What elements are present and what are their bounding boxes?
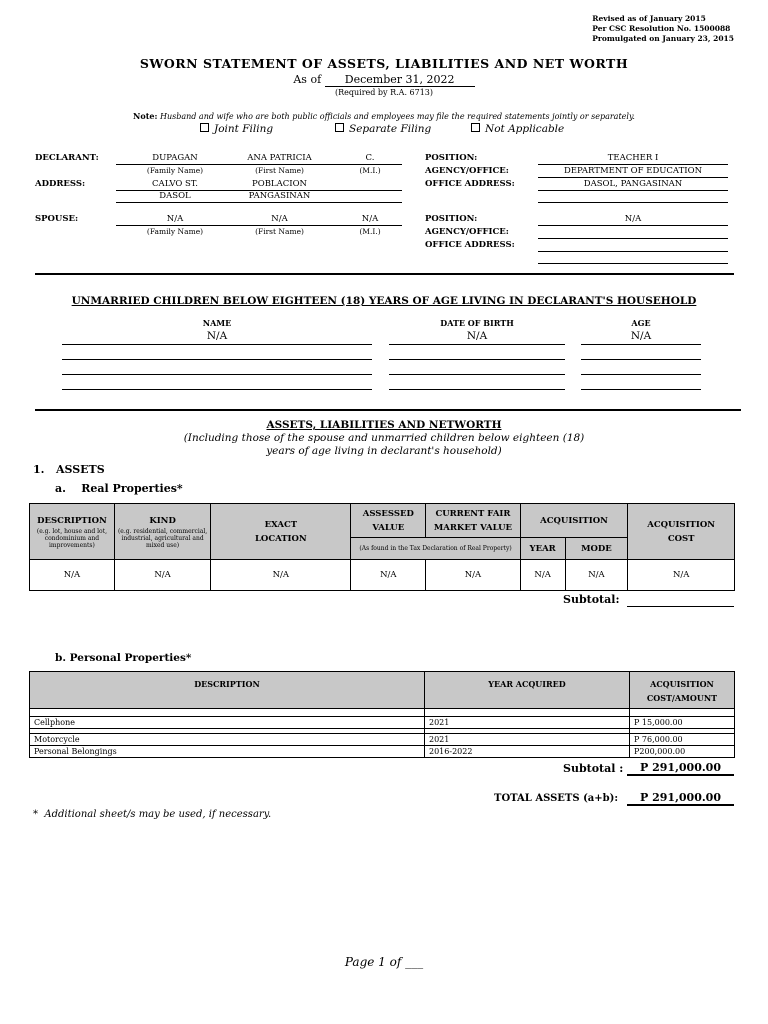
agency-label: AGENCY/OFFICE: [425,166,509,176]
rule [62,359,372,360]
address-town[interactable]: DASOL [159,191,191,201]
header-acquisition: ACQUISITION [520,504,628,538]
revision-line: Promulgated on January 23, 2015 [592,34,734,43]
real-properties-table [29,503,735,591]
real-subtotal-label: Subtotal: [563,593,620,606]
rule [581,374,701,375]
total-assets-label: TOTAL ASSETS (a+b): [494,793,619,804]
header-year: YEAR [520,538,565,560]
real-properties-label: a. Real Properties* [55,482,183,495]
address-barangay[interactable]: POBLACION [252,179,307,189]
note [0,111,768,121]
declarant-label: DECLARANT: [35,153,99,163]
declarant-family-name[interactable]: DUPAGAN [152,153,198,163]
required-by: (Required by R.A. 6713) [334,88,434,97]
spouse-agency-label: AGENCY/OFFICE: [425,227,509,237]
personal-properties-label: b. Personal Properties* [55,652,192,664]
rule [62,374,372,375]
header-description: DESCRIPTION (e.g. lot, house and lot, condominium and improvements) [30,504,115,560]
rule [538,190,728,191]
mi-caption: (M.I.) [359,166,381,175]
table-cell[interactable]: 2016-2022 [425,746,630,758]
not-applicable-label: Not Applicable [485,123,565,135]
rule [389,344,565,345]
family-name-caption: (Family Name) [146,227,204,236]
checkbox-icon[interactable] [200,123,209,132]
table-row [30,746,735,758]
personal-subtotal-label: Subtotal : [563,762,624,775]
footnote: * Additional sheet/s may be used, if necessary. [33,809,272,820]
table-cell[interactable]: P 76,000.00 [630,734,735,746]
rule [62,389,372,390]
table-row [30,734,735,746]
not-applicable-option[interactable] [471,123,564,135]
as-of-date[interactable]: December 31, 2022 [325,73,475,87]
rule [538,202,728,203]
col-dob: DATE OF BIRTH [440,318,514,328]
note-text: Husband and wife who are both public officials and employees may file the required statements jointly or separately. [159,112,635,121]
spouse-family-name[interactable]: N/A [166,214,184,224]
real-subtotal-value[interactable] [627,606,734,607]
col-age: AGE [631,318,651,328]
rule [538,164,728,165]
assets-subheading: (Including those of the spouse and unmarried children below eighteen (18) [183,432,585,444]
header-fair-value-note: (As found in the Tax Declaration of Real Property) [351,538,520,560]
table-cell[interactable]: 2021 [425,717,630,729]
assets-label: 1. ASSETS [33,463,105,476]
assets-heading: ASSETS, LIABILITIES AND NETWORTH [266,419,502,431]
rule [581,389,701,390]
table-cell[interactable]: Cellphone [30,717,425,729]
checkbox-icon[interactable] [471,123,480,132]
header-assessed-value: ASSESSED VALUE [351,504,426,538]
header-kind: KIND (e.g. residential, commercial, industrial, agricultural and mixed use) [114,504,210,560]
personal-subtotal-value[interactable]: P 291,000.00 [627,761,734,776]
joint-filing-option[interactable] [200,123,273,135]
col-name: NAME [202,318,232,328]
child-dob[interactable]: N/A [466,330,488,342]
rule [538,238,728,239]
table-cell[interactable]: Motorcycle [30,734,425,746]
table-cell[interactable]: N/A [628,560,735,591]
mi-caption: (M.I.) [359,227,381,236]
table-cell[interactable]: N/A [114,560,210,591]
header-year-acquired: YEAR ACQUIRED [425,672,630,709]
rule [538,251,728,252]
table-cell[interactable]: P 15,000.00 [630,717,735,729]
first-name-caption: (First Name) [255,227,304,236]
family-name-caption: (Family Name) [146,166,204,175]
section-divider [35,409,741,411]
children-heading: UNMARRIED CHILDREN BELOW EIGHTEEN (18) YEARS OF AGE LIVING IN DECLARANT'S HOUSEHOLD [71,295,697,307]
total-assets-value[interactable]: P 291,000.00 [627,791,734,806]
declarant-mi[interactable]: C. [365,153,375,163]
personal-properties-table [29,671,735,758]
as-of-line [0,73,768,87]
first-name-caption: (First Name) [255,166,304,175]
note-label: Note: [133,111,158,121]
rule [538,177,728,178]
rule [389,389,565,390]
rule [62,344,372,345]
table-cell[interactable]: N/A [30,560,115,591]
spouse-position-value[interactable]: N/A [624,214,642,224]
child-name[interactable]: N/A [206,330,228,342]
separate-filing-option[interactable] [335,123,431,135]
table-cell[interactable]: N/A [426,560,521,591]
rule [389,374,565,375]
spouse-mi[interactable]: N/A [361,214,379,224]
assets-subheading: years of age living in declarant's household) [266,445,502,457]
table-cell[interactable]: N/A [520,560,565,591]
header-location: EXACT LOCATION [211,504,351,560]
spouse-label: SPOUSE: [35,214,79,224]
revision-line: Per CSC Resolution No. 1500088 [592,24,731,33]
document-title: SWORN STATEMENT OF ASSETS, LIABILITIES AND NET WORTH [139,56,629,71]
office-address-label: OFFICE ADDRESS: [425,179,515,189]
header-mode: MODE [565,538,628,560]
spouse-office-label: OFFICE ADDRESS: [425,240,515,250]
section-divider [35,273,734,275]
header-acquisition-cost: ACQUISITION COST [628,504,735,560]
child-age[interactable]: N/A [630,330,652,342]
revision-line: Revised as of January 2015 [592,14,706,23]
revision-info [592,14,734,44]
agency-value[interactable]: DEPARTMENT OF EDUCATION [563,166,703,176]
table-row [30,560,735,591]
table-row [30,717,735,729]
as-of-label: As of [293,73,322,86]
joint-filing-label: Joint Filing [214,123,274,135]
rule [538,263,728,264]
separate-filing-label: Separate Filing [349,123,432,135]
table-cell[interactable]: N/A [565,560,628,591]
table-cell[interactable]: N/A [211,560,351,591]
rule [538,225,728,226]
table-cell[interactable]: N/A [351,560,426,591]
office-address-value[interactable]: DASOL, PANGASINAN [583,179,683,189]
table-cell[interactable]: P200,000.00 [630,746,735,758]
checkbox-icon[interactable] [335,123,344,132]
table-cell[interactable]: 2021 [425,734,630,746]
spouse-first-name[interactable]: N/A [271,214,288,224]
position-label: POSITION: [425,153,478,163]
rule [581,344,701,345]
address-province[interactable]: PANGASINAN [248,191,311,201]
table-cell[interactable]: Personal Belongings [30,746,425,758]
rule [389,359,565,360]
header-description: DESCRIPTION [30,672,425,709]
address-street[interactable]: CALVO ST. [152,179,198,189]
spouse-position-label: POSITION: [425,214,478,224]
rule [116,202,402,203]
declarant-first-name[interactable]: ANA PATRICIA [247,153,312,163]
rule [116,164,402,165]
rule [116,225,402,226]
header-cost: ACQUISITION COST/AMOUNT [630,672,735,709]
header-fair-market-value: CURRENT FAIR MARKET VALUE [426,504,521,538]
page-number: Page 1 of ___ [344,955,424,969]
address-label: ADDRESS: [35,179,86,189]
position-value[interactable]: TEACHER I [607,153,659,163]
rule [581,359,701,360]
